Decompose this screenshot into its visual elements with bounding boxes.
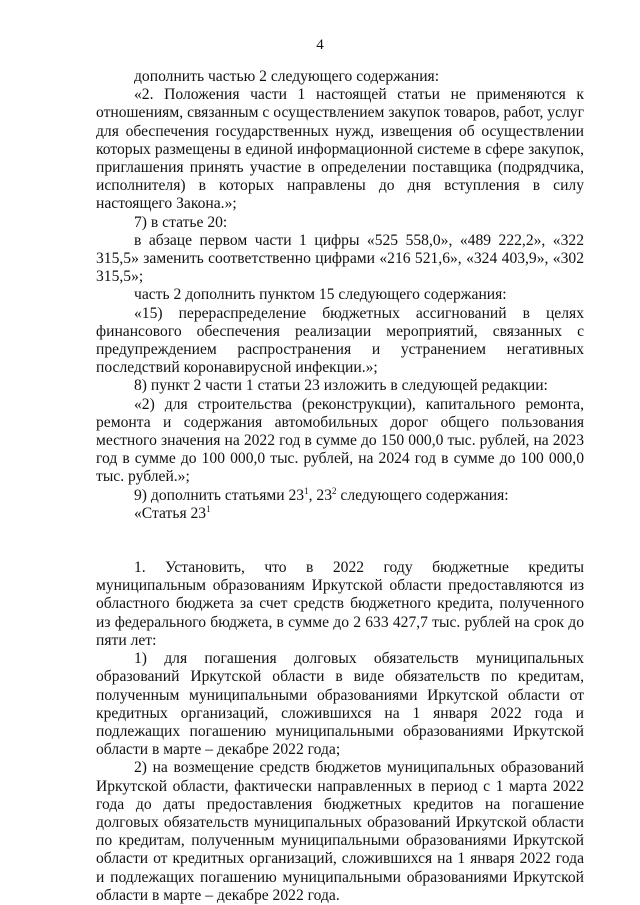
paragraph-item-9 xyxy=(96,487,584,505)
paragraph-replace-figures: в абзаце первом части 1 цифры «525 558,0», «489 222,2», «322 315,5» заменить соответственно цифрами «216 521,6», «324 403,9», «302 315,5»; xyxy=(96,231,584,286)
item-9-before: 9) дополнить статьями 23 xyxy=(134,486,305,504)
article-heading xyxy=(96,505,584,523)
page-number: 4 xyxy=(316,37,324,53)
paragraph-point-15-text: «15) перераспределение бюджетных ассигнований в целях финансового обеспечения реализации мероприятий, связанных с предупреждением распространения и устранением негативных последствий коронавирусной инфекции.»; xyxy=(96,304,584,377)
document-body xyxy=(96,68,584,905)
article-subitem-1: 1) для погашения долговых обязательств муниципальных образований Иркутской области в виде обязательств по кредитам, полученным муниципальными образованиями Иркутской области от кредитных организаций, сложившихся на 1 января 2022 года и подлежащих погашению муниципальными образованиями Иркутской области в марте – декабре 2022 года; xyxy=(96,650,584,759)
paragraph-point-2-text: «2) для строительства (реконструкции), капитального ремонта, ремонта и содержания автомобильных дорог общего пользования местного значения на 2022 год в сумме до 150 000,0 тыс. рублей, на 2023 год в сумме до 100 000,0 тыс. рублей, на 2024 год в сумме до 100 000,0 тыс. рублей.»; xyxy=(96,395,584,486)
item-9-sup-2: 2 xyxy=(332,485,337,496)
paragraph-item-7: 7) в статье 20: xyxy=(134,213,228,231)
paragraph-add-part-2: дополнить частью 2 следующего содержания: xyxy=(134,68,440,85)
article-subitem-2: 2) на возмещение средств бюджетов муниципальных образований Иркутской области, фактически направленных в период с 1 марта 2022 года до даты предоставления бюджетных кредитов на погашение долговых обязательств муниципальных образований Иркутской области по кредитам, полученным муниципальными образованиями Иркутской области от кредитных организаций, сложившихся на 1 января 2022 года и подлежащих погашению муниципальными образованиями Иркутской области в марте – декабре 2022 года. xyxy=(96,759,584,904)
item-9-middle: , 23 xyxy=(308,486,332,504)
article-paragraph-1: 1. Установить, что в 2022 году бюджетные кредиты муниципальным образованиям Иркутской области предоставляются из областного бюджета за счет средств бюджетного кредита, полученного из федерального бюджета, в сумме до 2 633 427,7 тыс. рублей на срок до пяти лет: xyxy=(96,559,584,649)
paragraph-part-2-text: «2. Положения части 1 настоящей статьи не применяются к отношениям, связанным с осуществлением закупок товаров, работ, услуг для обеспечения государственных нужд, извещения об осуществлении которых размещены в единой информационной системе в сфере закупок, приглашения принять участие в определении поставщика (подрядчика, исполнителя) в которых направлены до дня вступления в силу настоящего Закона.»; xyxy=(96,86,584,213)
paragraph-item-8: 8) пункт 2 части 1 статьи 23 изложить в следующей редакции: xyxy=(134,377,548,395)
item-9-after: следующего содержания: xyxy=(336,486,509,504)
item-9-sup-1: 1 xyxy=(304,485,309,496)
paragraph-add-point-15: часть 2 дополнить пунктом 15 следующего содержания: xyxy=(134,286,507,304)
article-heading-text: «Статья 23 xyxy=(134,504,207,522)
article-heading-sup: 1 xyxy=(206,503,211,514)
